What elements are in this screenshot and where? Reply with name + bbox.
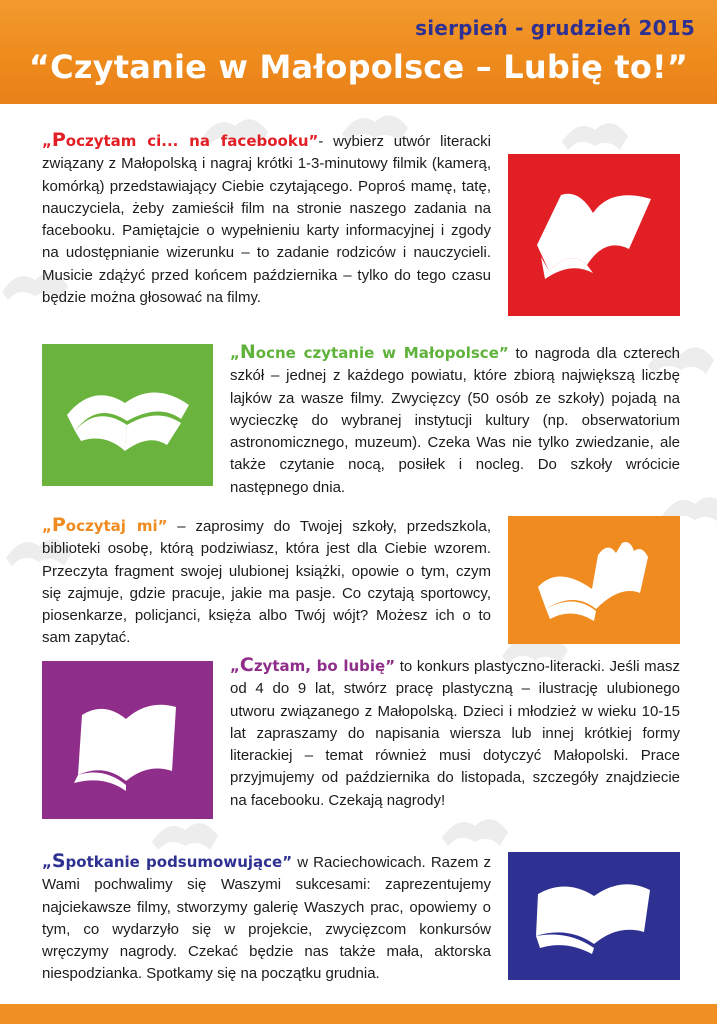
section-nocne (230, 341, 680, 499)
section-czytam (230, 654, 680, 812)
section-title: „Poczytaj mi” (42, 514, 168, 536)
blue-book-tile (508, 852, 680, 980)
open-book-icon (68, 685, 188, 795)
orange-book-tile (508, 516, 680, 644)
open-book-icon (531, 187, 657, 283)
section-title: „Czytam, bo lubię” (230, 654, 396, 676)
open-book-icon (63, 375, 193, 455)
footer-band (0, 1004, 717, 1024)
purple-book-tile (42, 661, 213, 819)
section-title: „Poczytam ci... na facebooku” (42, 129, 319, 151)
section-poczytaj (42, 514, 491, 650)
background-book-icon (440, 808, 510, 848)
open-book-icon (534, 535, 654, 625)
section-body: to konkurs plastyczno-literacki. Jeśli masz od 4 do 9 lat, stwórz pracę plastyczną – ilustrację ulubionego utworu związanego z Małopolską. Dzieci i młodzież w wieku 10-15 lat zapraszamy do napisania wiersza lub innej krótkiej formy literackiej – temat również musi dotyczyć Małopolski. Prace przyjmujemy od października do listopada, szczegóły znajdziecie na facebooku. Czekają nagrody! (230, 658, 680, 809)
section-spotkanie (42, 850, 491, 986)
header-banner (0, 0, 717, 104)
date-range: sierpień - grudzień 2015 (415, 16, 695, 40)
section-body: w Raciechowicach. Razem z Wami pochwalimy się Waszymi sukcesami: zaprezentujemy najciekawsze filmy, stworzymy galerię Waszych prac, opowiemy o tym, co wydarzyło się w projekcie, zwycięzcom konkursów wręczymy nagrody. Czekać będzie nas także mała, aktorska niespodzianka. Spotkamy się na początku grudnia. (42, 854, 491, 983)
green-book-tile (42, 344, 213, 486)
section-title: „Nocne czytanie w Małopolsce” (230, 341, 509, 363)
section-title: „Spotkanie podsumowujące” (42, 850, 293, 872)
red-book-tile (508, 154, 680, 316)
section-body: to nagroda dla czterech szkół – jednej z każdego powiatu, które zbiorą największą liczbę lajków za wasze filmy. Zwycięzcy (50 osób ze szkoły) pojadą na wycieczkę do wybranej instytucji kultury (np. obserwatorium astronomicznego, muzeum). Czeka Was nie tylko zwiedzanie, ale także czytanie nocą, posiłek i nocleg. Do szkoły wrócicie następnego dnia. (230, 345, 680, 496)
section-body: – zaprosimy do Twojej szkoły, przedszkola, biblioteki osobę, którą podziwiasz, która jest dla Ciebie wzorem. Przeczyta fragment swojej ulubionej książki, opowie o tym, czym się zajmuje, gdzie pracuje, jakie ma pasje. Co czytają sportowcy, piosenkarze, policjanci, księża albo Twój wójt? Możesz ich o to sam zapytać. (42, 518, 491, 647)
page-title: “Czytanie w Małopolsce – Lubię to!” (28, 48, 689, 86)
open-book-icon (532, 874, 656, 958)
section-facebook (42, 129, 491, 309)
section-body: - wybierz utwór literacki związany z Małopolską i nagraj krótki 1-3-minutowy filmik (kamerą, komórką) przedstawiający Ciebie czytającego. Poproś mamę, tatę, nauczyciela, żeby zamieścił film na stronie naszego zadania na facebooku. Pamiętajcie o wypełnieniu karty informacyjnej i zgody na udostępnianie wizerunku – to zadanie rodziców i nauczycieli. Musicie zdążyć przed końcem października – tylko do tego czasu będzie można głosować na filmy. (42, 133, 491, 307)
background-book-icon (560, 112, 630, 152)
